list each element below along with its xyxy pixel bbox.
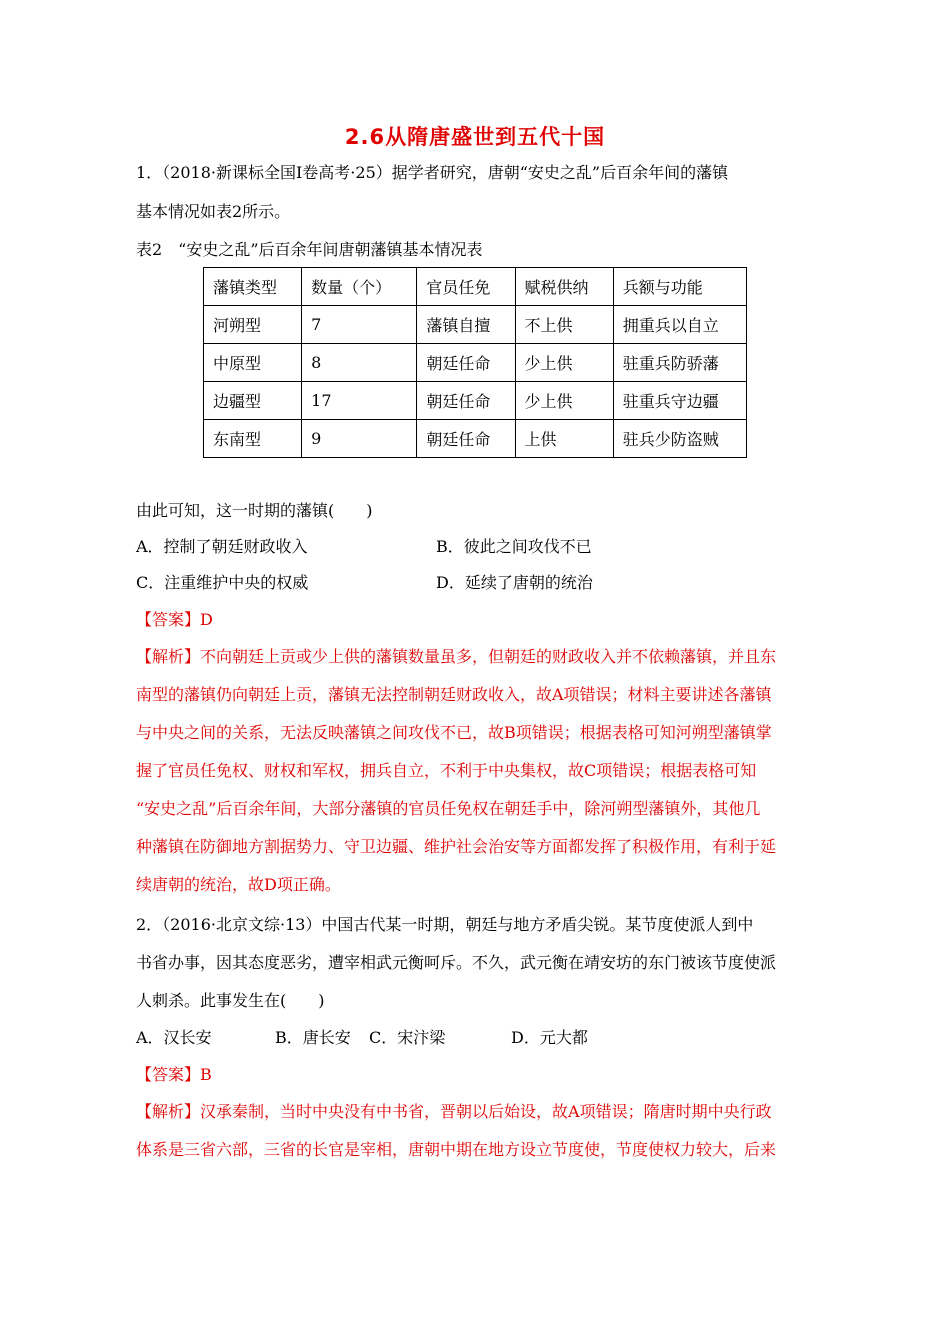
q1-answer bbox=[136, 609, 213, 631]
table-cell: 朝廷任命 bbox=[417, 382, 515, 420]
table-cell: 上供 bbox=[515, 420, 613, 458]
table-cell: 8 bbox=[302, 344, 417, 382]
q1-option-d: D．延续了唐朝的统治 bbox=[436, 573, 593, 592]
table-cell: 朝廷任命 bbox=[417, 420, 515, 458]
q1-option-c: C．注重维护中央的权威 bbox=[136, 573, 309, 592]
q1-analysis-line: 种藩镇在防御地方割据势力、守卫边疆、维护社会治安等方面都发挥了积极作用，有利于延 bbox=[136, 837, 777, 856]
q2-analysis-line: 体系是三省六部，三省的长官是宰相，唐朝中期在地方设立节度使，节度使权力较大，后来 bbox=[136, 1140, 777, 1159]
q1-analysis-line: 与中央之间的关系，无法反映藩镇之间攻伐不已，故B项错误；根据表格可知河朔型藩镇掌 bbox=[136, 723, 772, 742]
table-row bbox=[204, 344, 747, 382]
answer-value: D bbox=[200, 610, 213, 629]
q1-analysis-line: “安史之乱”后百余年间，大部分藩镇的官员任免权在朝廷手中，除河朔型藩镇外，其他几 bbox=[136, 799, 761, 818]
table-header-row bbox=[204, 268, 747, 306]
table-cell: 拥重兵以自立 bbox=[613, 306, 746, 344]
q1-analysis-line: 南型的藩镇仍向朝廷上贡，藩镇无法控制朝廷财政收入，故A项错误；材料主要讲述各藩镇 bbox=[136, 685, 772, 704]
page-title: 2.6从隋唐盛世到五代十国 bbox=[344, 125, 606, 149]
table-cell: 9 bbox=[302, 420, 417, 458]
q1-option-b: B．彼此之间攻伐不已 bbox=[436, 537, 592, 556]
analysis-text: 汉承秦制，当时中央没有中书省，晋朝以后始设，故A项错误；隋唐时期中央行政 bbox=[200, 1102, 772, 1121]
q2-option-d: D．元大都 bbox=[511, 1028, 588, 1047]
table-row bbox=[204, 382, 747, 420]
table-header-cell: 藩镇类型 bbox=[204, 268, 302, 306]
table-header-cell: 赋税供纳 bbox=[515, 268, 613, 306]
analysis-label: 【解析】 bbox=[136, 1102, 201, 1121]
table-cell: 不上供 bbox=[515, 306, 613, 344]
table-cell: 驻兵少防盗贼 bbox=[613, 420, 746, 458]
table-header-cell: 官员任免 bbox=[417, 268, 515, 306]
table-cell: 驻重兵守边疆 bbox=[613, 382, 746, 420]
q2-option-a: A．汉长安 bbox=[136, 1028, 212, 1047]
q1-analysis-line: 握了官员任免权、财权和军权，拥兵自立，不利于中央集权，故C项错误；根据表格可知 bbox=[136, 761, 757, 780]
table-row bbox=[204, 306, 747, 344]
q1-analysis-line bbox=[136, 646, 776, 668]
q1-question: 由此可知，这一时期的藩镇( ) bbox=[136, 501, 373, 520]
table-cell: 驻重兵防骄藩 bbox=[613, 344, 746, 382]
table-cell: 少上供 bbox=[515, 344, 613, 382]
q1-option-a: A．控制了朝廷财政收入 bbox=[136, 537, 308, 556]
q1-stem-line2: 基本情况如表2所示。 bbox=[136, 202, 291, 221]
answer-value: B bbox=[200, 1065, 212, 1084]
q1-stem-line1: 1．（2018·新课标全国Ⅰ卷高考·25）据学者研究，唐朝“安史之乱”后百余年间的藩镇 bbox=[136, 163, 729, 182]
table-header-cell: 数量（个） bbox=[302, 268, 417, 306]
table-cell: 藩镇自擅 bbox=[417, 306, 515, 344]
q2-answer bbox=[136, 1064, 212, 1086]
table-cell: 中原型 bbox=[204, 344, 302, 382]
answer-label: 【答案】 bbox=[136, 1065, 201, 1084]
q2-stem-line: 书省办事，因其态度恶劣，遭宰相武元衡呵斥。不久，武元衡在靖安坊的东门被该节度使派 bbox=[136, 953, 777, 972]
q1-analysis-line: 续唐朝的统治，故D项正确。 bbox=[136, 875, 341, 894]
q2-stem-line: 人刺杀。此事发生在( ) bbox=[136, 991, 325, 1010]
q2-option-c: C．宋汴梁 bbox=[369, 1028, 446, 1047]
q2-stem-line: 2．（2016·北京文综·13）中国古代某一时期，朝廷与地方矛盾尖锐。某节度使派人到中 bbox=[136, 915, 754, 934]
table-row bbox=[204, 420, 747, 458]
table-cell: 河朔型 bbox=[204, 306, 302, 344]
table-cell: 边疆型 bbox=[204, 382, 302, 420]
table-cell: 朝廷任命 bbox=[417, 344, 515, 382]
analysis-label: 【解析】 bbox=[136, 647, 201, 666]
answer-label: 【答案】 bbox=[136, 610, 201, 629]
table-header-cell: 兵额与功能 bbox=[613, 268, 746, 306]
q2-option-b: B．唐长安 bbox=[275, 1028, 351, 1047]
table-cell: 17 bbox=[302, 382, 417, 420]
analysis-text: 不向朝廷上贡或少上供的藩镇数量虽多，但朝廷的财政收入并不依赖藩镇，并且东 bbox=[200, 647, 777, 666]
table-cell: 7 bbox=[302, 306, 417, 344]
table-caption: 表2 “安史之乱”后百余年间唐朝藩镇基本情况表 bbox=[136, 240, 483, 259]
table-cell: 东南型 bbox=[204, 420, 302, 458]
fanzhen-table bbox=[203, 267, 747, 458]
table-cell: 少上供 bbox=[515, 382, 613, 420]
q2-analysis-line bbox=[136, 1101, 772, 1123]
